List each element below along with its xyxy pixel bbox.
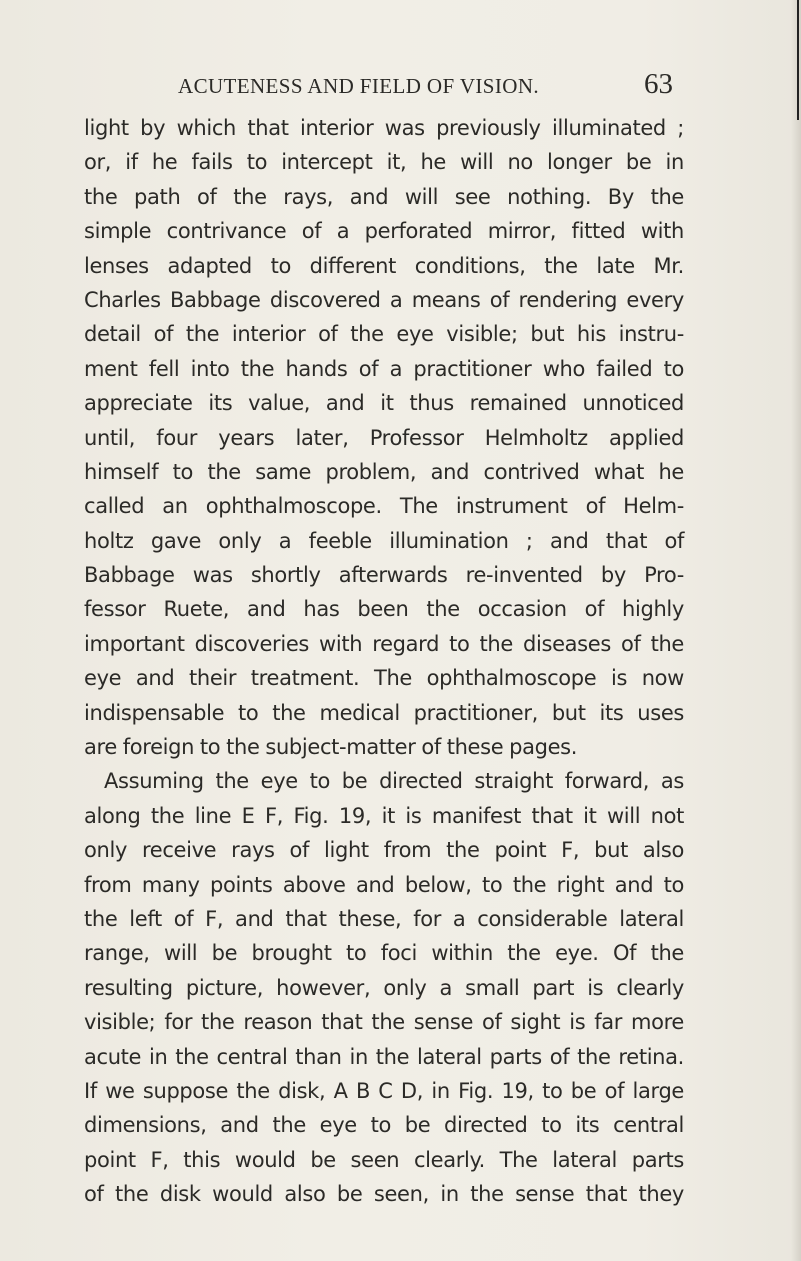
text-line: fessor Ruete, and has been the occasion of highly: [84, 597, 684, 622]
page-edge-shadow: [791, 0, 801, 1261]
text-line: appreciate its value, and it thus remained unnoticed: [84, 391, 684, 416]
text-line: lenses adapted to different conditions, the late Mr.: [84, 253, 684, 278]
text-line: important discoveries with regard to the diseases of the: [84, 631, 684, 656]
text-line: acute in the central than in the lateral parts of the retina.: [84, 1044, 684, 1069]
text-line: simple contrivance of a perforated mirror, fitted with: [84, 219, 684, 244]
text-line: If we suppose the disk, A B C D, in Fig. 19, to be of large: [84, 1078, 684, 1103]
text-line: from many points above and below, to the right and to: [84, 872, 684, 897]
page-number: 63: [644, 68, 673, 100]
text-line: or, if he fails to intercept it, he will no longer be in: [84, 150, 684, 175]
text-line: Charles Babbage discovered a means of rendering every: [84, 287, 684, 312]
text-line: are foreign to the subject-matter of these pages.: [84, 735, 578, 760]
text-line: range, will be brought to foci within the eye. Of the: [84, 941, 684, 966]
text-line: point F, this would be seen clearly. The lateral parts: [84, 1147, 684, 1172]
text-line: along the line E F, Fig. 19, it is manifest that it will not: [84, 803, 684, 828]
text-line: eye and their treatment. The ophthalmoscope is now: [84, 666, 684, 691]
text-line: dimensions, and the eye to be directed to its central: [84, 1113, 684, 1138]
text-line: holtz gave only a feeble illumination ; and that of: [84, 528, 684, 553]
text-line: indispensable to the medical practitioner, but its uses: [84, 700, 684, 725]
text-line: detail of the interior of the eye visible; but his instru-: [84, 322, 684, 347]
running-title: ACUTENESS AND FIELD OF VISION.: [178, 74, 540, 98]
text-line: called an ophthalmoscope. The instrument of Helm-: [84, 494, 684, 519]
text-line: visible; for the reason that the sense of sight is far more: [84, 1010, 684, 1035]
text-line: the left of F, and that these, for a considerable lateral: [84, 906, 684, 931]
body-text: [84, 111, 684, 1212]
text-line: the path of the rays, and will see nothing. By the: [84, 184, 684, 209]
text-line: light by which that interior was previously illuminated ;: [84, 116, 684, 140]
text-line: resulting picture, however, only a small part is clearly: [84, 975, 684, 1000]
text-line: ment fell into the hands of a practitioner who failed to: [84, 356, 684, 381]
text-line: only receive rays of light from the point F, but also: [84, 838, 684, 863]
text-line: himself to the same problem, and contrived what he: [84, 459, 684, 484]
text-line: of the disk would also be seen, in the sense that they: [84, 1182, 684, 1207]
text-line: Assuming the eye to be directed straight forward, as: [104, 769, 684, 794]
text-line: Babbage was shortly afterwards re-invented by Pro-: [84, 563, 684, 588]
page-header: [0, 70, 801, 110]
text-line: until, four years later, Professor Helmholtz applied: [84, 425, 684, 450]
